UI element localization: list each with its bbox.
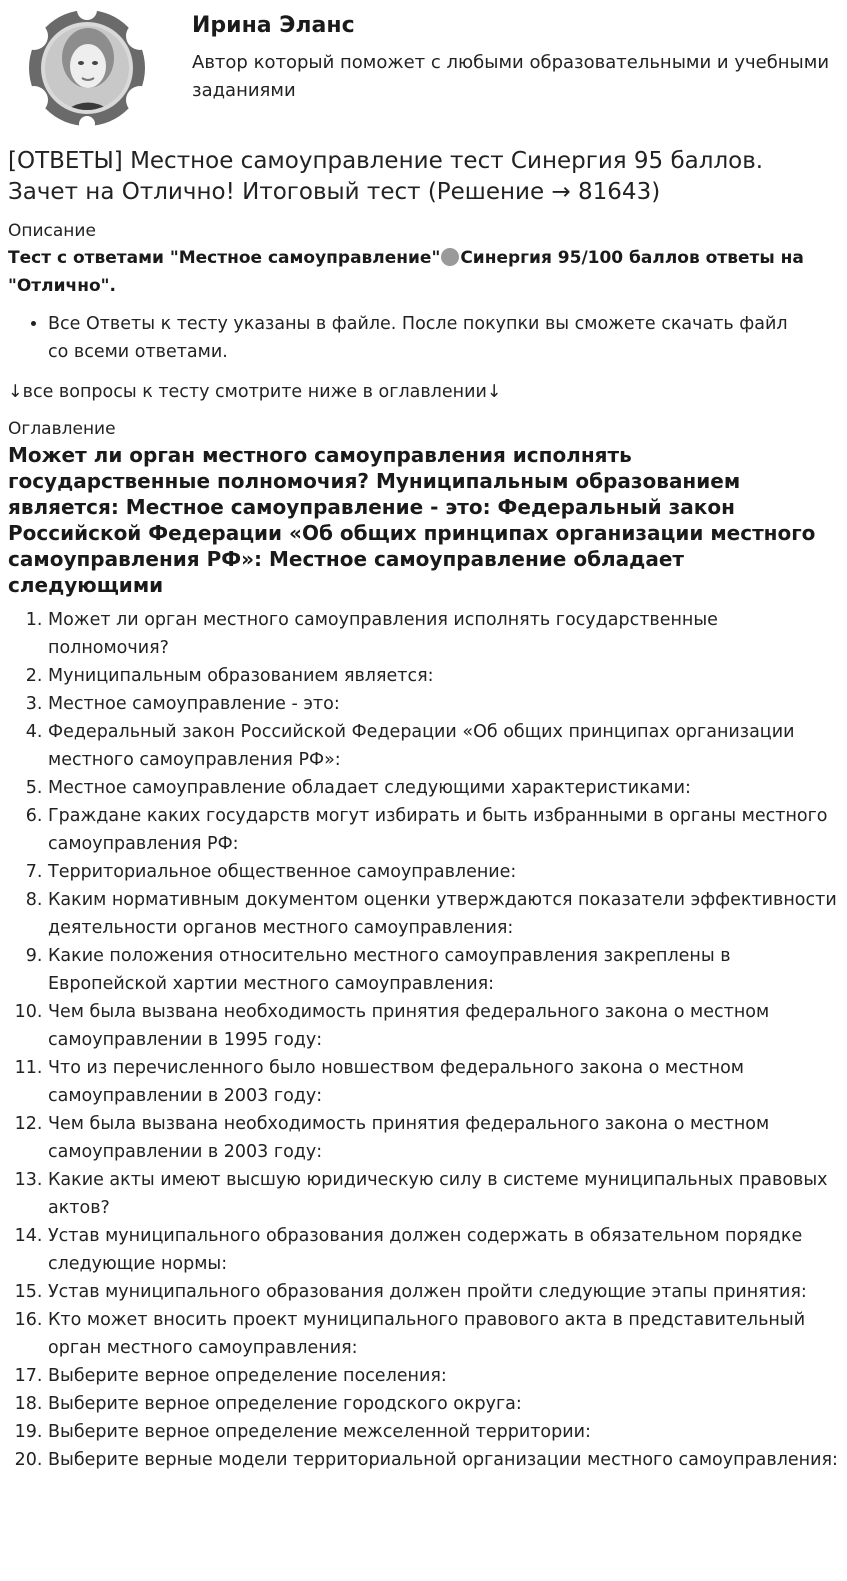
toc-heading: Может ли орган местного самоуправления исполнять государственные полномочия? Муниципальным образованием является: Местное самоуправление - это: Федеральный закон Российской Федерации «Об общих принципах организации местного самоуправления РФ»: Местное самоуправление обладает следующими [8,443,816,597]
author-block [8,0,839,130]
question-item: 10. Чем была вызвана необходимость принятия федерального закона о местном самоуправлении в 1995 году: [48,998,838,1054]
description-part-1: Тест с ответами "Местное самоуправление" [8,248,441,268]
question-item: 3. Местное самоуправление - это: [48,690,838,718]
question-item: 8. Каким нормативным документом оценки утверждаются показатели эффективности деятельности органов местного самоуправления: [48,886,838,942]
question-item: 18. Выберите верное определение городского округа: [48,1390,838,1418]
question-item: 1. Может ли орган местного самоуправления исполнять государственные полномочия? [48,606,838,662]
question-item: 16. Кто может вносить проект муниципального правового акта в представительный орган местного самоуправления: [48,1306,838,1362]
bullet-item: • Все Ответы к тесту указаны в файле. После покупки вы сможете скачать файл со всеми ответами. [48,310,808,366]
question-item: 4. Федеральный закон Российской Федерации «Об общих принципах организации местного самоуправления РФ»: [48,718,838,774]
questions-list [8,606,838,1474]
description-text [8,244,808,300]
page-title: [ОТВЕТЫ] Местное самоуправление тест Синергия 95 баллов. Зачет на Отлично! Итоговый тест (Решение → 81643) [8,148,764,205]
description-label: Описание [8,221,96,241]
author-photo-icon[interactable] [14,6,160,126]
question-item: 11. Что из перечисленного было новшеством федерального закона о местном самоуправлении в 2003 году: [48,1054,838,1110]
question-item: 14. Устав муниципального образования должен содержать в обязательном порядке следующие нормы: [48,1222,838,1278]
question-item: 15. Устав муниципального образования должен пройти следующие этапы принятия: [48,1278,838,1306]
description-bullets [8,310,808,366]
question-item: 2. Муниципальным образованием является: [48,662,838,690]
question-item: 17. Выберите верное определение поселения: [48,1362,838,1390]
toc-hint: ↓все вопросы к тесту смотрите ниже в оглавлении↓ [8,382,502,402]
question-item: 19. Выберите верное определение межселенной территории: [48,1418,838,1446]
description-part-2: Синергия 95/100 баллов ответы на "Отлично". [8,248,804,296]
toc-label: Оглавление [8,419,116,439]
circle-icon [441,248,459,266]
question-item: 13. Какие акты имеют высшую юридическую силу в системе муниципальных правовых актов? [48,1166,838,1222]
question-item: 5. Местное самоуправление обладает следующими характеристиками: [48,774,838,802]
question-item: 7. Территориальное общественное самоуправление: [48,858,838,886]
question-item: 9. Какие положения относительно местного самоуправления закреплены в Европейской хартии местного самоуправления: [48,942,838,998]
question-item: 20. Выберите верные модели территориальной организации местного самоуправления: [48,1446,838,1474]
question-item: 6. Граждане каких государств могут избирать и быть избранными в органы местного самоуправления РФ: [48,802,838,858]
question-item: 12. Чем была вызвана необходимость принятия федерального закона о местном самоуправлении в 2003 году: [48,1110,838,1166]
author-description: Автор который поможет с любыми образовательными и учебными заданиями [192,52,830,101]
author-name[interactable]: Ирина Эланс [192,13,355,38]
